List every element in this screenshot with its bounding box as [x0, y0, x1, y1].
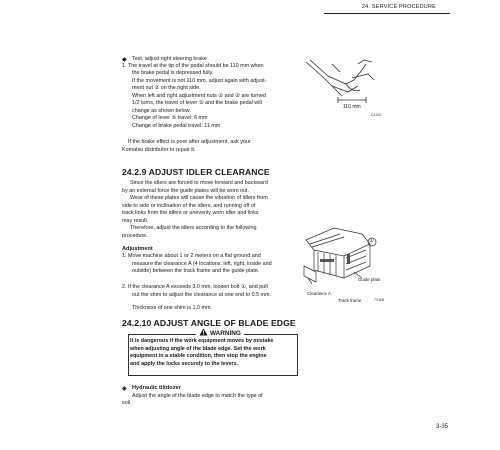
idler-clearance-heading: 24.2.9 ADJUST IDLER CLEARANCE [122, 167, 270, 177]
s1-line-8: Change of brake pedal travel: 11 mm [132, 122, 221, 129]
bolt-number-label: ① [369, 238, 374, 244]
s2-line-5: may result. [122, 217, 149, 224]
guide-plate-label: Guide plate [358, 277, 381, 282]
s1-line-2: If the movement is not 110 mm, adjust again with adjust- [132, 77, 267, 84]
warning-line-3: and apply the locks securely to the levers. [130, 360, 239, 367]
warning-line-2: equipment in a stable condition, then stop the engine [130, 353, 267, 359]
s1-line-3: ment nut ② on the right side. [132, 85, 201, 91]
s1-line-0: 1. The travel at the tip of the pedal should be 110 mm when [122, 63, 264, 69]
brake-pedal-figure [302, 56, 382, 110]
blade-edge-heading: 24.2.10 ADJUST ANGLE OF BLADE EDGE [122, 318, 296, 328]
s1-line-6: change as shown below. [132, 107, 191, 114]
track-frame-label: Track frame [338, 298, 362, 303]
adj2-line-0: 2. If the clearance A exceeds 3.0 mm, loosen bolt ①, and pull [122, 284, 268, 290]
bullet-diamond-2: ◆ [122, 386, 127, 392]
s2-line-2: Wear of these plates will cause the vibration of idlers from [130, 195, 268, 201]
bullet-diamond: ◆ [122, 57, 127, 63]
header-rule [324, 13, 450, 14]
s2-line-6: Therefore, adjust the idlers according to the following [130, 225, 257, 231]
header-title: 24. SERVICE PROCEDURE [361, 4, 436, 10]
s2-line-3: side to side or inclination of the idlers, and running off of [122, 202, 256, 209]
s2-line-0: Since the idlers are forced to move forward and backward [130, 180, 268, 186]
clearance-a-label: Clearance A [307, 291, 331, 296]
s2-line-1: by an external force the guide plates will be worn out. [122, 187, 250, 194]
adj2-line-1: out the shim to adjust the clearance at one end to 0.5 mm. [132, 291, 272, 298]
figure1-code: C1247 [371, 113, 382, 117]
shim-note: Thickness of one shim is 1.0 mm. [132, 305, 212, 311]
adj-line-1: measure the clearance A (4 locations: left, right, inside and [132, 260, 272, 267]
s1-line-1: the brake pedal is depressed fully. [132, 70, 214, 76]
s3-line-0: Adjust the angle of the blade edge to match the type of [132, 392, 263, 399]
pedal-travel-label: 110 mm [343, 104, 361, 110]
warning-line-0: It is dangerous if the work equipment moves by mistake [130, 338, 274, 344]
adj-line-2: outside) between the track frame and the guide plate. [132, 268, 260, 274]
warning-label [196, 328, 244, 337]
s1-note-1: Komatsu distributor to repair it. [122, 146, 196, 153]
steering-brake-title: Test, adjust right steering brake [132, 56, 207, 62]
s3-line-1: soil. [122, 400, 132, 406]
s2-line-4: track links from the idlers or unevenly worn idler and links [122, 210, 259, 216]
warning-label-text: WARNING [210, 330, 241, 337]
s2-line-7: procedure. [122, 232, 148, 239]
s1-line-5: 1/2 turns, the travel of lever ⑤ and the brake pedal will [132, 100, 262, 106]
hydraulic-tiltdozer-title: Hydraulic tiltdozer [132, 385, 181, 391]
s1-note-0: If the brake effect is poor after adjustment, ask your [128, 139, 251, 145]
figure2-code: 7Y11B [374, 298, 384, 302]
adjustment-heading: Adjustment [122, 246, 153, 252]
s1-line-7: Change of lever ⑤ travel: 6 mm [132, 115, 208, 121]
adj-line-0: 1. Move machine about 1 or 2 meters on a flat ground and [122, 253, 261, 259]
warning-line-1: when adjusting angle of the blade edge. Set the work [130, 345, 266, 352]
s1-line-4: When left and right adjustment nuts ② and ② are turned [132, 92, 267, 99]
page-number: 3-35 [435, 424, 448, 430]
warning-triangle-icon [199, 328, 208, 336]
